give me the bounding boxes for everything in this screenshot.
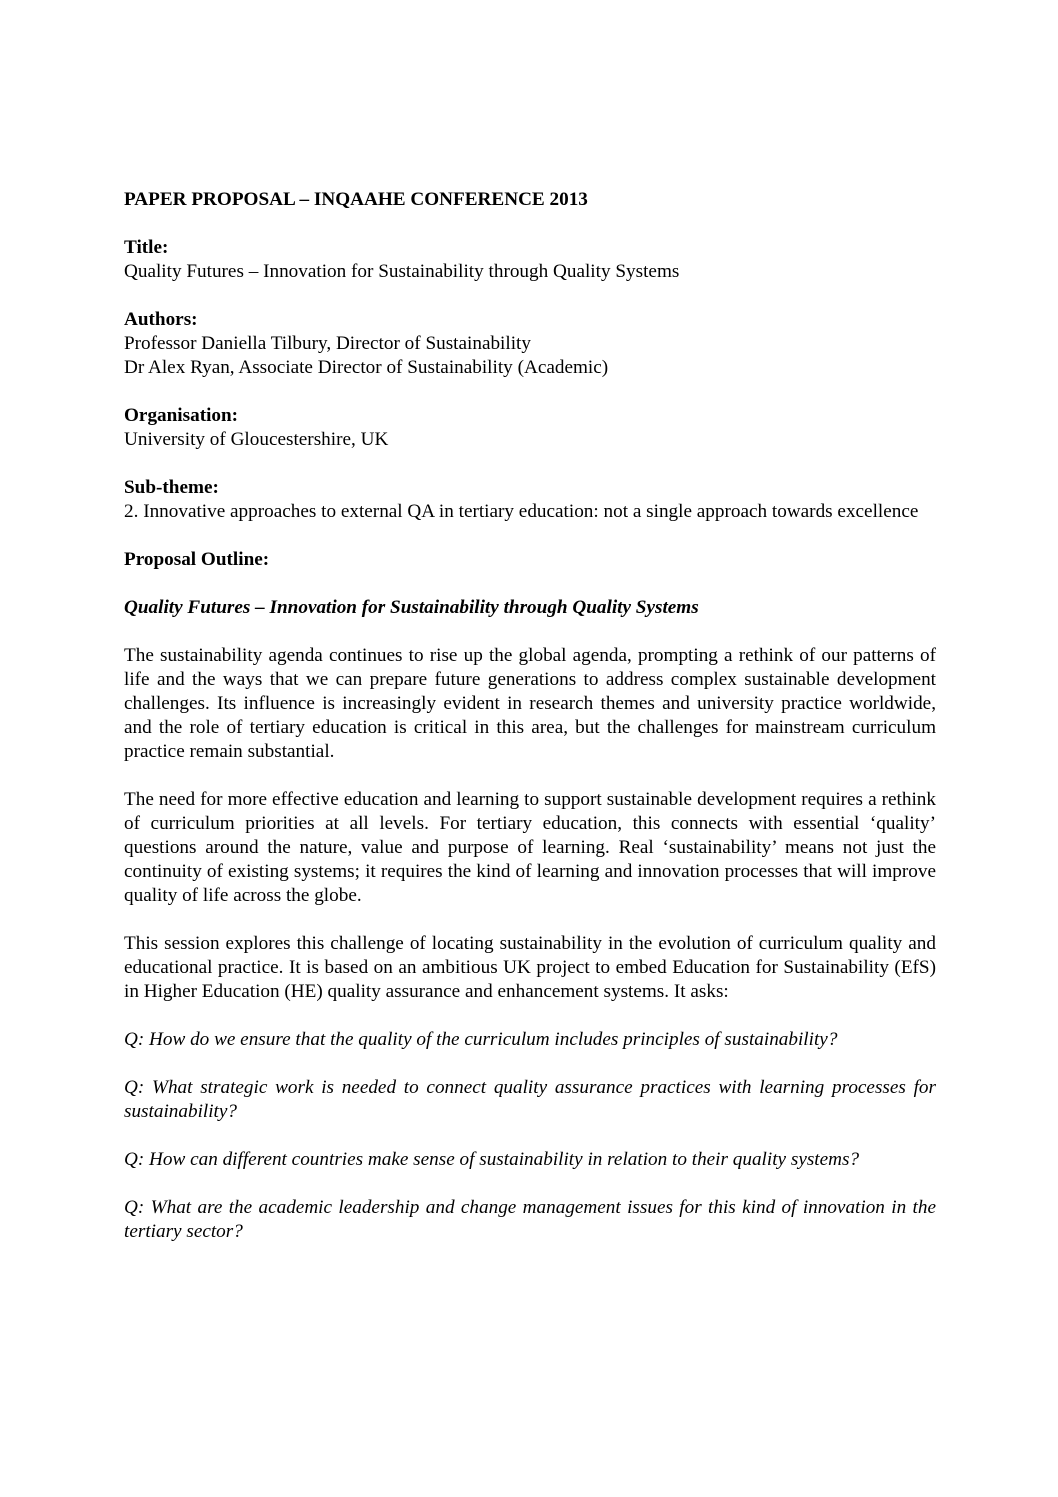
author-item: Dr Alex Ryan, Associate Director of Sustainability (Academic) [124,357,609,378]
organisation-section [124,404,936,452]
title-label: Title: [124,237,169,258]
subtheme-value: 2. Innovative approaches to external QA in tertiary education: not a single approach towards excellence [124,501,919,522]
author-item: Professor Daniella Tilbury, Director of Sustainability [124,333,531,354]
organisation-label: Organisation: [124,405,239,426]
authors-label: Authors: [124,309,198,330]
authors-section [124,308,936,380]
proposal-outline-label: Proposal Outline: [124,549,270,570]
main-heading: PAPER PROPOSAL – INQAAHE CONFERENCE 2013 [124,189,588,210]
body-paragraph: The sustainability agenda continues to rise up the global agenda, prompting a rethink of our patterns of life and the ways that we can prepare future generations to address complex sustainable development challenges. Its influence is increasingly evident in research themes and university practice worldwide, and the role of tertiary education is critical in this area, but the challenges for mainstream curriculum practice remain substantial. [124,645,936,762]
body-paragraph: The need for more effective education and learning to support sustainable development requires a rethink of curriculum priorities at all levels. For tertiary education, this connects with essential ‘quality’ questions around the nature, value and purpose of learning. Real ‘sustainability’ means not just the continuity of existing systems; it requires the kind of learning and innovation processes that will improve quality of life across the globe. [124,789,936,906]
document-page [124,188,936,1244]
question-item: Q: How do we ensure that the quality of the curriculum includes principles of sustainability? [124,1029,838,1050]
organisation-value: University of Gloucestershire, UK [124,429,389,450]
body-paragraph: This session explores this challenge of locating sustainability in the evolution of curriculum quality and educational practice. It is based on an ambitious UK project to embed Education for Sustainability (EfS) in Higher Education (HE) quality assurance and enhancement systems. It asks: [124,933,936,1002]
title-section [124,236,936,284]
question-item: Q: What strategic work is needed to connect quality assurance practices with learning processes for sustainability? [124,1077,936,1122]
subtheme-section [124,476,936,524]
question-item: Q: What are the academic leadership and change management issues for this kind of innovation in the tertiary sector? [124,1197,936,1242]
proposal-subtitle: Quality Futures – Innovation for Sustainability through Quality Systems [124,597,699,618]
title-value: Quality Futures – Innovation for Sustainability through Quality Systems [124,261,680,282]
question-item: Q: How can different countries make sense of sustainability in relation to their quality systems? [124,1149,860,1170]
subtheme-label: Sub-theme: [124,477,219,498]
